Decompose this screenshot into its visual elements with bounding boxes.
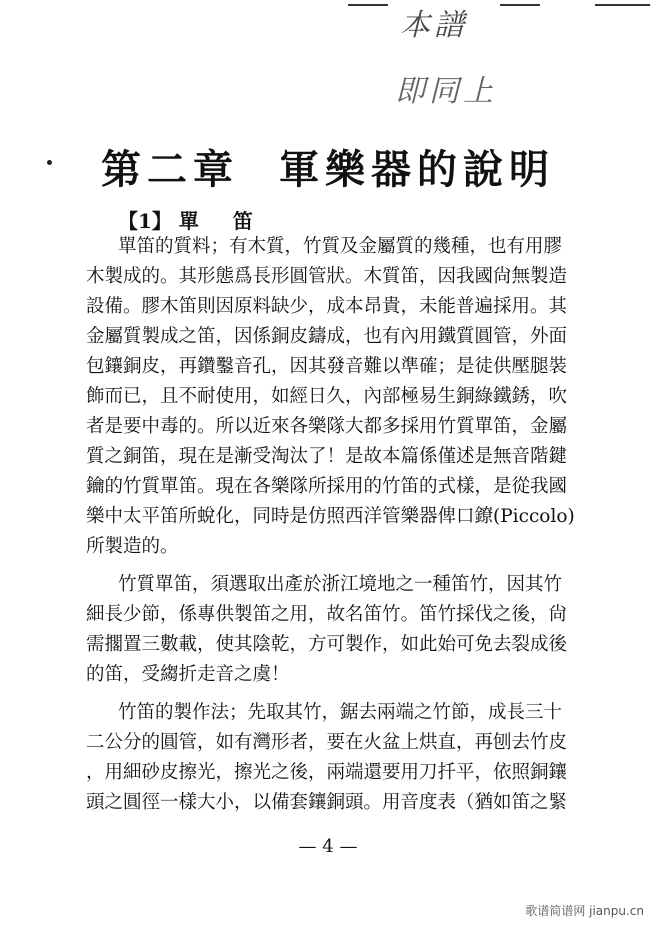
body-line: 樂中太平笛所蛻化，同時是仿照西洋管樂器俾口鐐(Piccolo) <box>86 506 575 527</box>
body-line: 細長少節，係專供製笛之用，故名笛竹。笛竹採伐之後，尙 <box>86 604 568 625</box>
body-line: 的笛，受縐折走音之虞！ <box>86 664 290 685</box>
section-name-part2: 笛 <box>232 209 253 233</box>
body-line: 設備。膠木笛則因原料缺少，成本昂貴，未能普遍採用。其 <box>86 296 568 317</box>
body-line: 頭之圓徑一樣大小，以備套鑲銅頭。用音度表（猶如笛之緊 <box>86 792 568 813</box>
body-line: 竹質單笛，須選取出產於浙江境地之一種笛竹，因其竹 <box>118 574 563 595</box>
page-number: — 4 — <box>298 836 358 857</box>
body-line: 需擱置三數載，使其陰乾，方可製作，如此始可免去裂成後 <box>86 634 568 655</box>
site-watermark: 歌谱简谱网 jianpu.cn <box>525 904 644 918</box>
body-line: 所製造的。 <box>86 536 179 557</box>
body-line: 二公分的圓管，如有灣形者，要在火盆上烘直，再刨去竹皮 <box>86 732 568 753</box>
top-border-segment <box>595 4 650 6</box>
body-line: 金屬質製成之笛，因係銅皮鑄成，也有內用鐵質圓管，外面 <box>86 326 568 347</box>
section-heading <box>118 205 253 234</box>
body-line: 質之銅笛，現在是漸受淘汰了！是故本篇係僅述是無音階鍵 <box>86 446 568 467</box>
section-name-part1: 單 <box>178 209 199 233</box>
body-line: 者是要中毒的。所以近來各樂隊大都多採用竹質單笛，金屬 <box>86 416 568 437</box>
body-line: 木製成的。其形態爲長形圓管狀。木質笛，因我國尙無製造 <box>86 266 568 287</box>
body-line: 包鑲銅皮，再鑽鑿音孔，因其發音難以準確；是徒供壓腿裝 <box>86 356 568 377</box>
chapter-title <box>0 138 656 195</box>
handwritten-note-top: 本譜 <box>400 8 468 43</box>
body-line: 單笛的質料；有木質，竹質及金屬質的幾種，也有用膠 <box>118 236 563 257</box>
body-line: 鑰的竹質單笛。現在各樂隊所採用的竹笛的式樣，是從我國 <box>86 476 568 497</box>
top-border-segment <box>348 4 388 6</box>
section-number: 【1】 <box>118 209 172 233</box>
body-line: 飾而已，且不耐使用，如經日久，內部極易生銅綠鐵銹，吹 <box>86 386 568 407</box>
chapter-number: 第二章 <box>101 146 239 193</box>
top-border-segment <box>500 4 540 6</box>
body-line: ，用細砂皮擦光，擦光之後，兩端還要用刀扦平，依照銅鑲 <box>86 762 568 783</box>
handwritten-note: 即同上 <box>395 74 497 109</box>
body-line: 竹笛的製作法；先取其竹，鋸去兩端之竹節，成長三十 <box>118 702 563 723</box>
chapter-name: 軍樂器的說明 <box>279 146 555 193</box>
